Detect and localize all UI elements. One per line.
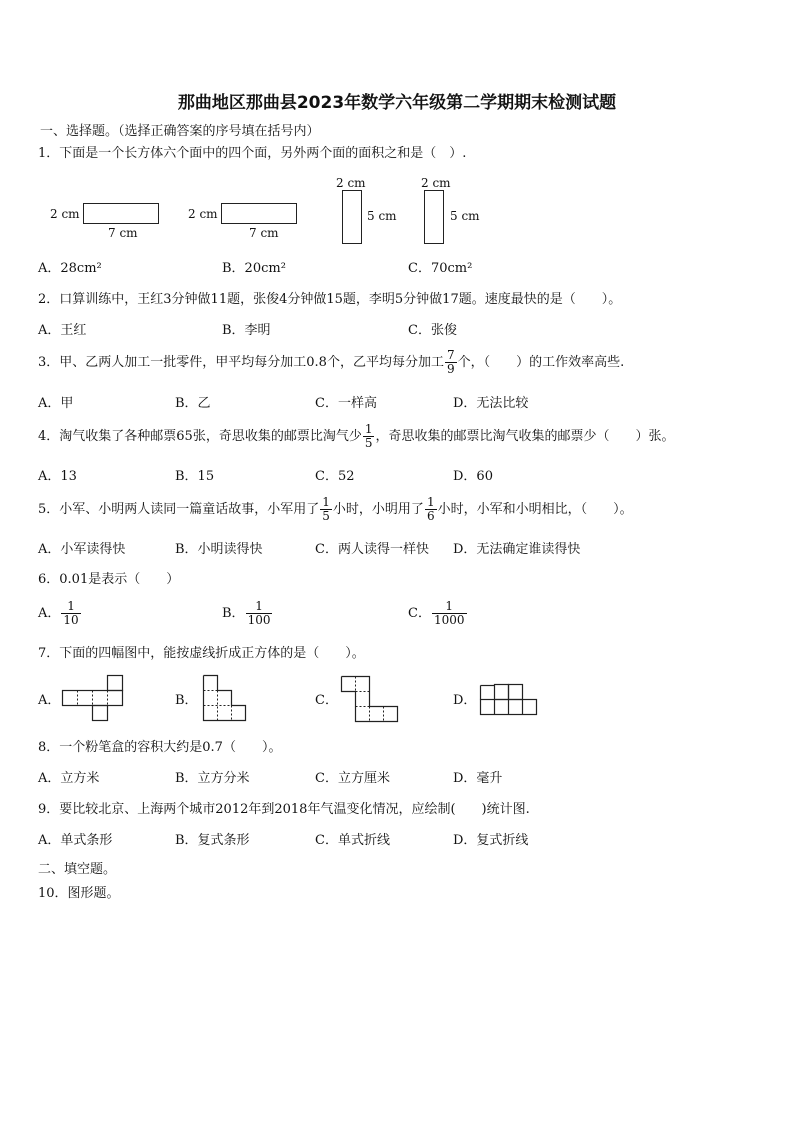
fraction (432, 600, 467, 627)
option-a[interactable]: A．王红 (38, 323, 87, 338)
cube-net-b (203, 674, 247, 722)
question-9-text: 9．要比较北京、上海两个城市2012年到2018年气温变化情况，应绘制( )统计图. (38, 802, 530, 817)
fraction (445, 349, 457, 376)
fraction-numerator: 1 (61, 600, 80, 614)
section-heading-fill: 二、填空题。 (38, 862, 117, 877)
option-c[interactable]: C．一样高 (315, 396, 377, 411)
question-3-text (38, 349, 624, 376)
question-5-mid: 小时，小明用了 (332, 502, 424, 517)
fraction-denominator: 10 (63, 613, 79, 627)
dim-label: 2 cm (336, 176, 366, 190)
dim-label: 5 cm (367, 209, 397, 223)
question-4-post: ，奇思收集的邮票比淘气收集的邮票少（ ）张。 (375, 429, 675, 444)
question-7-text: 7．下面的四幅图中，能按虚线折成正方体的是（ ）。 (38, 646, 365, 661)
option-d[interactable]: D．60 (453, 469, 493, 484)
page-title: 那曲地区那曲县2023年数学六年级第二学期期末检测试题 (177, 93, 617, 113)
dim-label: 5 cm (450, 209, 480, 223)
fraction-numerator: 7 (446, 348, 455, 362)
dim-label: 2 cm (50, 207, 80, 221)
question-4-text (38, 423, 674, 450)
option-c[interactable]: C．70cm² (408, 261, 473, 276)
section-heading-choice: 一、选择题。（选择正确答案的序号填在括号内） (40, 124, 320, 139)
fraction (425, 496, 437, 523)
question-2-text: 2．口算训练中，王红3分钟做11题，张俊4分钟做15题，李明5分钟做17题。速度最快的是（ ）。 (38, 292, 622, 307)
option-a[interactable]: A．单式条形 (38, 833, 113, 848)
face-rectangle (83, 203, 159, 224)
fraction-denominator: 6 (426, 509, 435, 523)
cube-net-a (62, 674, 124, 722)
option-a[interactable]: A．28cm² (38, 261, 102, 276)
dim-label: 7 cm (249, 226, 279, 240)
option-b[interactable]: B．小明读得快 (175, 542, 263, 557)
fraction (246, 600, 273, 627)
option-b[interactable]: B．20cm² (222, 261, 286, 276)
question-8-text: 8．一个粉笔盒的容积大约是0.7（ ）。 (38, 740, 282, 755)
fraction (320, 496, 332, 523)
option-d[interactable]: D． (453, 693, 477, 708)
cube-net-c (341, 676, 399, 724)
face-rectangle (342, 190, 362, 244)
cube-net-d (480, 683, 538, 717)
option-b[interactable] (222, 600, 273, 627)
fraction-numerator: 1 (246, 600, 273, 614)
fraction (363, 423, 375, 450)
fraction-numerator: 1 (322, 495, 330, 509)
option-d[interactable]: D．无法确定谁读得快 (453, 542, 581, 557)
face-rectangle (221, 203, 297, 224)
option-d[interactable]: D．无法比较 (453, 396, 529, 411)
option-c[interactable]: C．两人读得一样快 (315, 542, 429, 557)
question-3-post: 个，（ ）的工作效率高些. (457, 355, 625, 370)
option-b[interactable]: B．乙 (175, 396, 211, 411)
option-label: C． (408, 606, 431, 621)
question-1-text: 1．下面是一个长方体六个面中的四个面，另外两个面的面积之和是（ ）. (38, 146, 467, 161)
question-10-text: 10．图形题。 (38, 886, 120, 901)
fraction-denominator: 5 (322, 509, 330, 523)
dim-label: 7 cm (108, 226, 138, 240)
question-6-text: 6．0.01是表示（ ） (38, 572, 180, 587)
option-b[interactable]: B．15 (175, 469, 215, 484)
option-c[interactable] (408, 600, 468, 627)
option-c[interactable]: C．立方厘米 (315, 771, 390, 786)
option-a[interactable]: A．甲 (38, 396, 74, 411)
question-5-pre: 5．小军、小明两人读同一篇童话故事，小军用了 (38, 502, 320, 517)
option-label: A． (38, 606, 61, 621)
option-a[interactable]: A．小军读得快 (38, 542, 126, 557)
option-c[interactable]: C． (315, 693, 338, 708)
question-5-text (38, 496, 633, 523)
dim-label: 2 cm (421, 176, 451, 190)
fraction (61, 600, 80, 627)
option-c[interactable]: C．张俊 (408, 323, 457, 338)
option-b[interactable]: B．复式条形 (175, 833, 250, 848)
option-a[interactable]: A．13 (38, 469, 77, 484)
option-label: B． (222, 606, 245, 621)
option-d[interactable]: D．复式折线 (453, 833, 529, 848)
fraction-numerator: 1 (426, 495, 435, 509)
fraction-numerator: 1 (432, 600, 467, 614)
face-rectangle (424, 190, 444, 244)
fraction-denominator: 5 (364, 436, 373, 450)
question-5-post: 小时，小军和小明相比，（ ）。 (437, 502, 633, 517)
option-a[interactable]: A．立方米 (38, 771, 100, 786)
option-b[interactable]: B． (175, 693, 198, 708)
fraction-denominator: 9 (446, 362, 455, 376)
option-a[interactable]: A． (38, 693, 61, 708)
option-d[interactable]: D．毫升 (453, 771, 503, 786)
dim-label: 2 cm (188, 207, 218, 221)
fraction-numerator: 1 (364, 422, 373, 436)
question-4-pre: 4．淘气收集了各种邮票65张，奇思收集的邮票比淘气少 (38, 429, 362, 444)
question-3-pre: 3．甲、乙两人加工一批零件，甲平均每分加工0.8个，乙平均每分加工 (38, 355, 444, 370)
fraction-denominator: 1000 (433, 613, 465, 627)
fraction-denominator: 100 (247, 613, 271, 627)
option-b[interactable]: B．立方分米 (175, 771, 250, 786)
option-b[interactable]: B．李明 (222, 323, 271, 338)
option-c[interactable]: C．单式折线 (315, 833, 390, 848)
option-a[interactable] (38, 600, 82, 627)
option-c[interactable]: C．52 (315, 469, 355, 484)
